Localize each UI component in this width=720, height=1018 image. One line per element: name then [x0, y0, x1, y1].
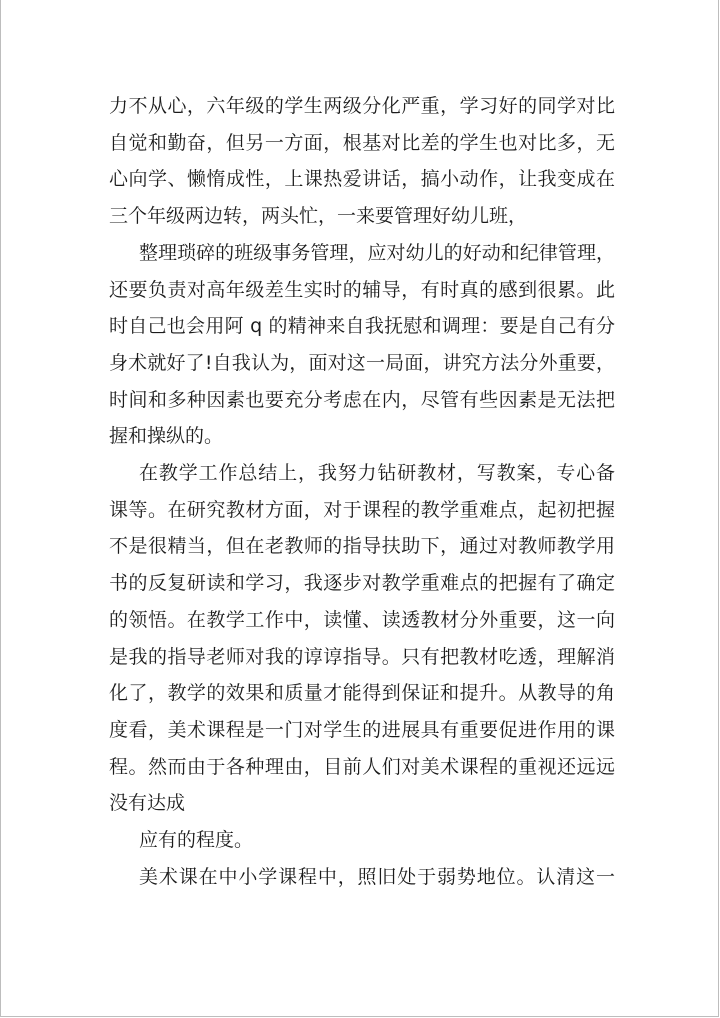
text-line: 不是很精当，但在老教师的指导扶助下，通过对教师教学用 [109, 535, 615, 558]
text-line: 整理琐碎的班级事务管理，应对幼儿的好动和纪律管理， [139, 241, 615, 264]
document-body [109, 88, 615, 895]
text-line: 自觉和勤奋，但另一方面，根基对比差的学生也对比多，无 [109, 131, 615, 154]
text-line: 课等。在研究教材方面，对于课程的教学重难点，起初把握 [109, 498, 615, 521]
text-line: 的领悟。在教学工作中，读懂、读透教材分外重要，这一向 [109, 608, 615, 631]
text-line: 握和操纵的。 [109, 425, 224, 448]
text-line: 身术就好了!自我认为，面对这一局面，讲究方法分外重要， [109, 351, 615, 374]
text-line: 时间和多种因素也要充分考虑在内，尽管有些因素是无法把 [109, 388, 615, 411]
text-line: 在教学工作总结上，我努力钻研教材，写教案，专心备 [139, 462, 615, 485]
text-line: 度看，美术课程是一门对学生的进展具有重要促进作用的课 [109, 718, 615, 741]
text-line: 是我的指导老师对我的谆谆指导。只有把教材吃透，理解消 [109, 645, 615, 668]
text-line: 还要负责对高年级差生实时的辅导，有时真的感到很累。此 [109, 278, 615, 301]
text-line: 没有达成 [109, 792, 186, 815]
text-line: 时自己也会用阿 q 的精神来自我抚慰和调理：要是自己有分 [109, 315, 615, 338]
text-line: 化了，教学的效果和质量才能得到保证和提升。从教导的角 [109, 682, 615, 705]
text-line: 应有的程度。 [139, 829, 254, 852]
text-line: 三个年级两边转，两头忙，一来要管理好幼儿班， [109, 205, 528, 228]
text-line: 心向学、懒惰成性，上课热爱讲话，搞小动作，让我变成在 [109, 168, 615, 191]
text-line: 美术课在中小学课程中，照旧处于弱势地位。认清这一 [139, 865, 615, 888]
text-line: 力不从心，六年级的学生两级分化严重，学习好的同学对比 [109, 95, 615, 117]
text-line: 程。然而由于各种理由，目前人们对美术课程的重视还远远 [109, 755, 615, 778]
text-line: 书的反复研读和学习，我逐步对教学重难点的把握有了确定 [109, 572, 615, 595]
